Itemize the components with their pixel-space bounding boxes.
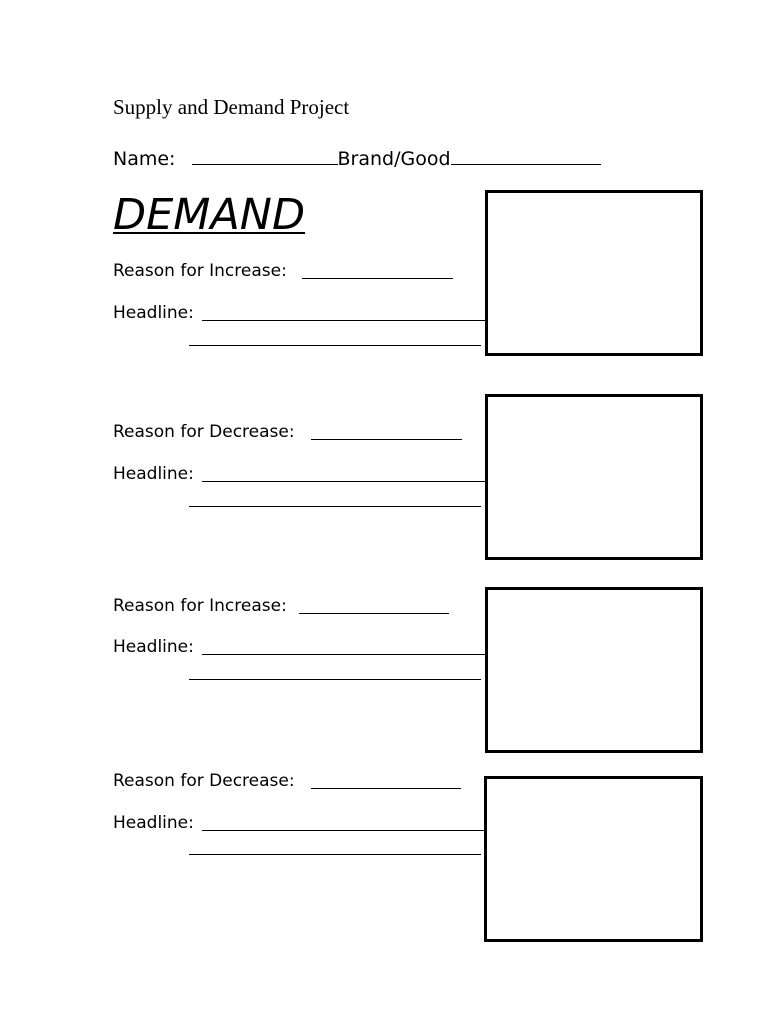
headline-blank-second[interactable] xyxy=(189,854,481,855)
picture-box[interactable] xyxy=(485,190,703,356)
brand-label: Brand/Good xyxy=(337,148,451,170)
headline-blank-second[interactable] xyxy=(189,345,481,346)
picture-box[interactable] xyxy=(485,394,703,560)
reason-blank[interactable] xyxy=(302,278,453,279)
headline-label: Headline: xyxy=(113,813,194,833)
brand-blank[interactable] xyxy=(451,146,601,165)
reason-blank[interactable] xyxy=(311,439,462,440)
name-brand-row xyxy=(113,146,601,171)
reason-blank[interactable] xyxy=(299,613,449,614)
name-blank[interactable] xyxy=(192,146,338,165)
document-title: Supply and Demand Project xyxy=(113,95,350,119)
headline-label: Headline: xyxy=(113,637,194,657)
name-label: Name: xyxy=(113,148,176,170)
reason-label: Reason for Increase: xyxy=(113,596,287,616)
headline-blank-second[interactable] xyxy=(189,506,481,507)
picture-box[interactable] xyxy=(485,587,703,753)
headline-label: Headline: xyxy=(113,303,194,323)
reason-label: Reason for Increase: xyxy=(113,261,287,281)
headline-blank-second[interactable] xyxy=(189,679,481,680)
headline-blank[interactable] xyxy=(202,320,485,321)
picture-box[interactable] xyxy=(484,776,703,942)
headline-blank[interactable] xyxy=(202,481,485,482)
reason-label: Reason for Decrease: xyxy=(113,771,295,791)
demand-heading: DEMAND xyxy=(113,190,306,240)
headline-label: Headline: xyxy=(113,464,194,484)
headline-blank[interactable] xyxy=(202,654,485,655)
reason-label: Reason for Decrease: xyxy=(113,422,295,442)
reason-blank[interactable] xyxy=(311,788,461,789)
headline-blank[interactable] xyxy=(202,830,485,831)
